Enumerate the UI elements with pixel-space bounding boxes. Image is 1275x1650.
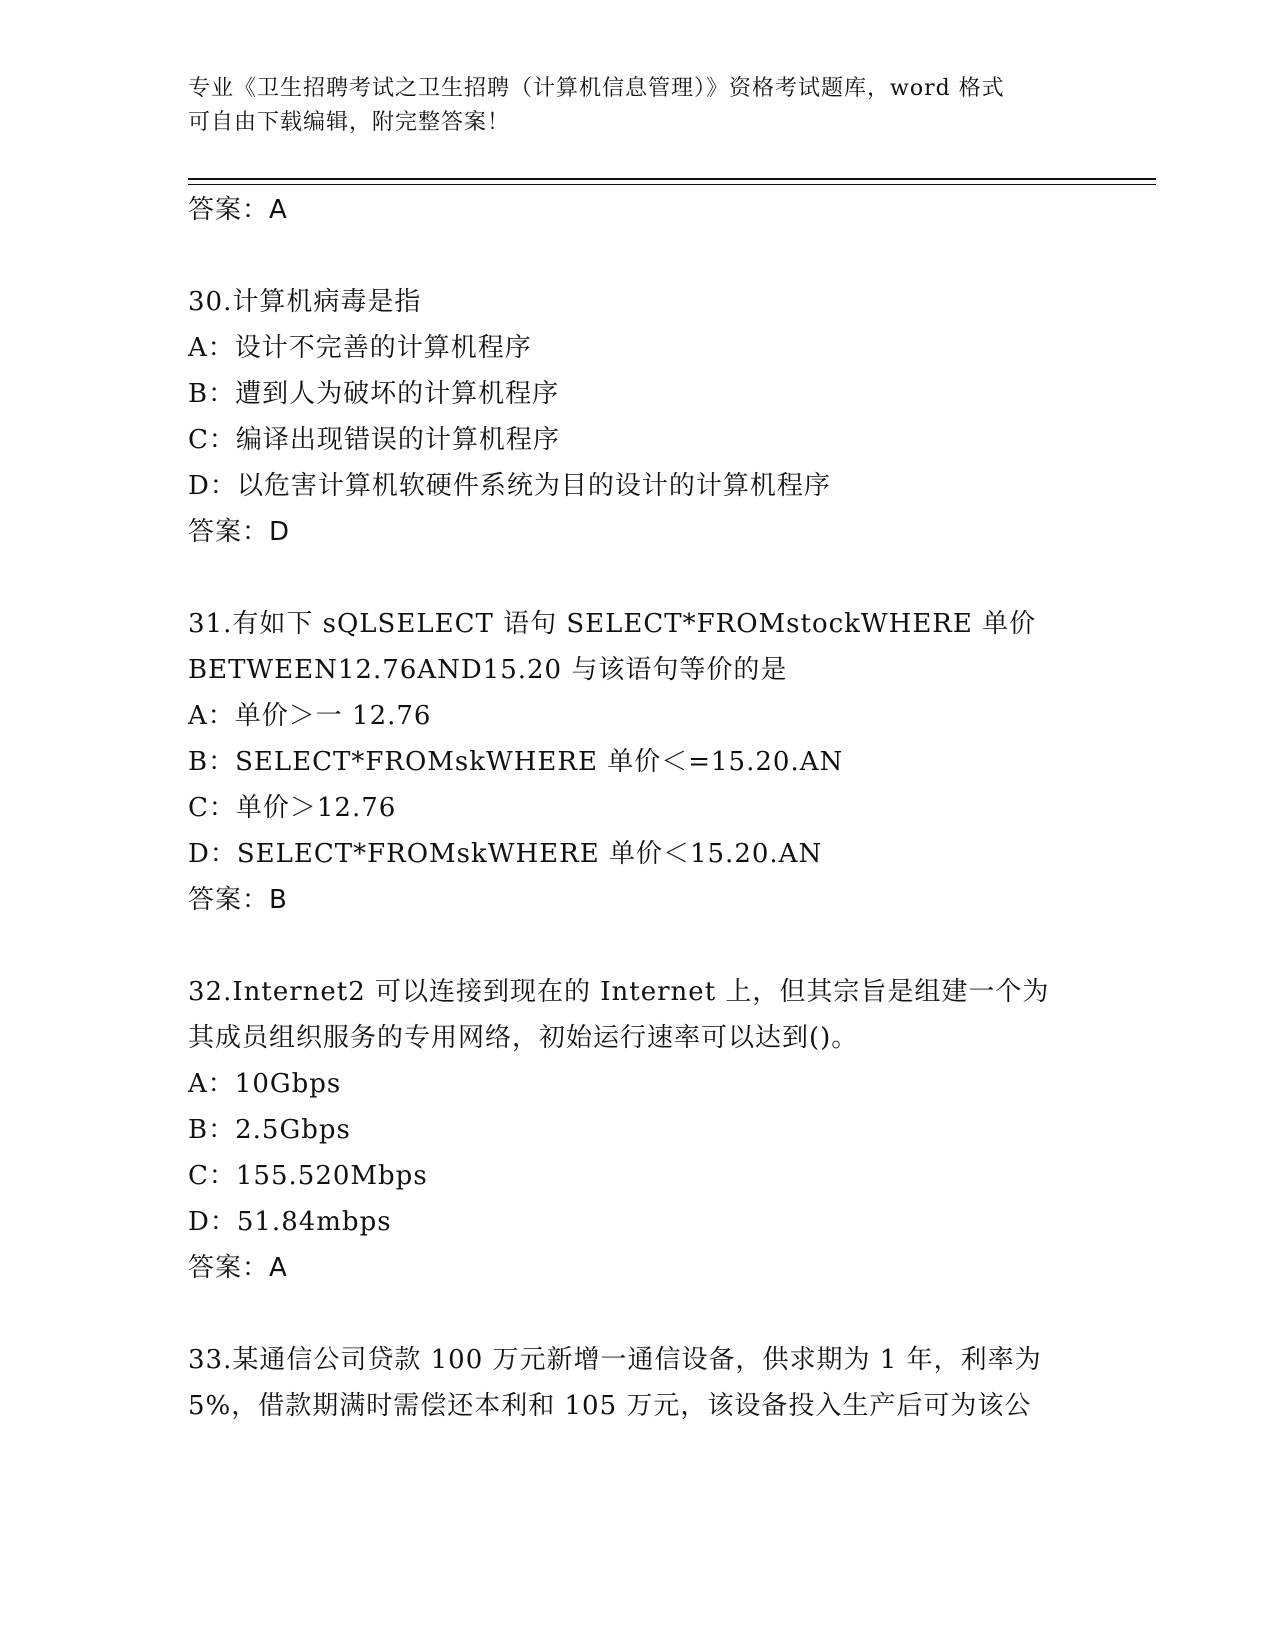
spacer	[188, 1291, 1138, 1337]
spacer	[188, 555, 1138, 601]
answer: 答案：A	[188, 1253, 288, 1283]
option-a: A：10Gbps	[188, 1069, 342, 1099]
option-a: A：单价＞一 12.76	[188, 701, 432, 731]
header-divider-thick	[188, 178, 1156, 180]
option-d: D：SELECT*FROMskWHERE 单价＜15.20.AN	[188, 839, 823, 869]
previous-answer: 答案：A	[188, 195, 288, 225]
document-header	[188, 72, 1088, 140]
answer: 答案：D	[188, 517, 291, 547]
question-stem-line-2: BETWEEN12.76AND15.20 与该语句等价的是	[188, 655, 788, 685]
question-stem-line-2: 其成员组织服务的专用网络，初始运行速率可以达到()。	[188, 1023, 859, 1053]
question-33	[188, 1337, 1138, 1429]
option-a: A：设计不完善的计算机程序	[188, 333, 532, 363]
spacer	[188, 233, 1138, 279]
option-b: B：2.5Gbps	[188, 1115, 351, 1145]
option-d: D：以危害计算机软硬件系统为目的设计的计算机程序	[188, 471, 831, 501]
header-line-2: 可自由下载编辑，附完整答案！	[188, 110, 511, 135]
question-stem-line-1: 33.某通信公司贷款 100 万元新增一通信设备，供求期为 1 年，利率为	[188, 1345, 1042, 1375]
option-b: B：SELECT*FROMskWHERE 单价＜=15.20.AN	[188, 747, 844, 777]
question-stem-line-1: 31.有如下 sQLSELECT 语句 SELECT*FROMstockWHERE 单价	[188, 609, 1037, 639]
option-c: C：编译出现错误的计算机程序	[188, 425, 560, 455]
option-c: C：单价＞12.76	[188, 793, 397, 823]
question-stem-line-1: 32.Internet2 可以连接到现在的 Internet 上，但其宗旨是组建一个为	[188, 977, 1050, 1007]
question-32	[188, 969, 1138, 1291]
header-line-1: 专业《卫生招聘考试之卫生招聘（计算机信息管理）》资格考试题库，word 格式	[188, 76, 1005, 101]
question-stem-line-2: 5%，借款期满时需偿还本利和 105 万元，该设备投入生产后可为该公	[188, 1391, 1032, 1421]
question-30	[188, 279, 1138, 555]
header-divider-thin	[188, 184, 1156, 185]
spacer	[188, 923, 1138, 969]
question-31	[188, 601, 1138, 923]
option-b: B：遭到人为破坏的计算机程序	[188, 379, 560, 409]
question-list	[188, 187, 1138, 1429]
option-d: D：51.84mbps	[188, 1207, 392, 1237]
option-c: C：155.520Mbps	[188, 1161, 428, 1191]
answer: 答案：B	[188, 885, 288, 915]
question-stem: 30.计算机病毒是指	[188, 287, 422, 317]
